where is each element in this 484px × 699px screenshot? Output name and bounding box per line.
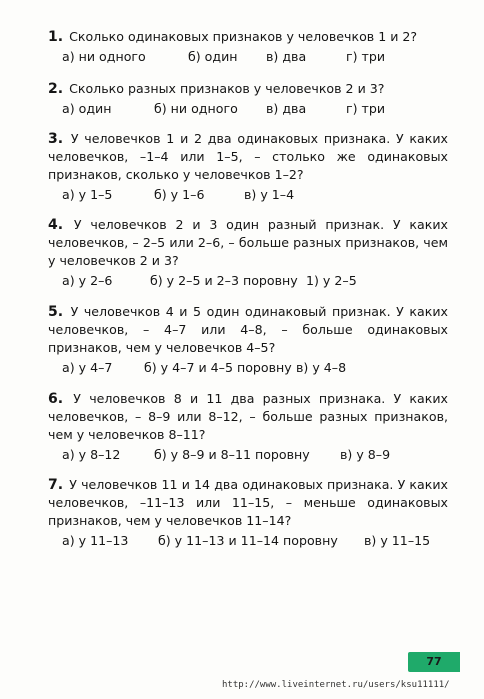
answer-option-c: в) у 4–8 bbox=[296, 360, 347, 375]
page-number-badge: 77 bbox=[408, 652, 460, 672]
answer-option-a: а) у 1–5 bbox=[62, 187, 113, 202]
answer-options bbox=[48, 272, 448, 290]
answer-option-a: а) один bbox=[62, 101, 112, 116]
question-1 bbox=[48, 28, 448, 66]
question-text: У человечков 11 и 14 два одинаковых признака. У каких человечков, –11–13 или 11–15, – меньше одинаковых признаков, чем у человечков 11–14? bbox=[48, 477, 448, 528]
answer-option-c: в) два bbox=[266, 101, 307, 116]
question-7 bbox=[48, 476, 448, 550]
question-number: 5. bbox=[48, 304, 64, 320]
answer-option-c: в) у 11–15 bbox=[364, 533, 431, 548]
answer-options bbox=[48, 100, 448, 118]
answer-option-b: б) у 8–9 и 8–11 поровну bbox=[154, 447, 310, 462]
answer-option-b: б) у 4–7 и 4–5 поровну bbox=[144, 360, 292, 375]
question-number: 7. bbox=[48, 477, 64, 493]
answer-options bbox=[48, 48, 448, 66]
answer-option-a: а) у 11–13 bbox=[62, 533, 129, 548]
answer-options bbox=[48, 359, 448, 377]
answer-option-c: в) у 8–9 bbox=[340, 447, 391, 462]
answer-option-a: а) у 2–6 bbox=[62, 273, 113, 288]
answer-options bbox=[48, 532, 448, 550]
answer-option-d: г) три bbox=[346, 101, 386, 116]
answer-option-d: г) три bbox=[346, 49, 386, 64]
answer-option-a: а) у 8–12 bbox=[62, 447, 121, 462]
answer-option-a: а) у 4–7 bbox=[62, 360, 113, 375]
question-number: 4. bbox=[48, 217, 64, 233]
question-number: 1. bbox=[48, 29, 64, 45]
question-text: Сколько одинаковых признаков у человечков 1 и 2? bbox=[69, 29, 418, 44]
answer-option-b: б) у 2–5 и 2–3 поровну bbox=[150, 273, 298, 288]
question-text: У человечков 2 и 3 один разный признак. У каких человечков, – 2–5 или 2–6, – больше разных признаков, чем у человечков 2 и 3? bbox=[48, 217, 448, 268]
question-6 bbox=[48, 390, 448, 464]
footer-url: http://www.liveinternet.ru/users/ksu11111/ bbox=[222, 680, 450, 690]
question-text: У человечков 1 и 2 два одинаковых признака. У каких человечков, –1–4 или 1–5, – столько же одинаковых признаков, сколько у человечков 1–2? bbox=[48, 131, 448, 182]
question-text: У человечков 4 и 5 один одинаковый признак. У каких человечков, – 4–7 или 4–8, – больше одинаковых признаков, чем у человечков 4–5? bbox=[48, 304, 448, 355]
answer-option-c: 1) у 2–5 bbox=[306, 273, 357, 288]
answer-option-b: б) ни одного bbox=[154, 101, 238, 116]
question-text: Сколько разных признаков у человечков 2 и 3? bbox=[69, 81, 385, 96]
answer-option-c: в) у 1–4 bbox=[244, 187, 295, 202]
question-2 bbox=[48, 80, 448, 118]
question-3 bbox=[48, 130, 448, 204]
answer-option-b: б) у 1–6 bbox=[154, 187, 205, 202]
question-number: 2. bbox=[48, 81, 64, 97]
answer-options bbox=[48, 186, 448, 204]
question-5 bbox=[48, 303, 448, 377]
answer-option-a: а) ни одного bbox=[62, 49, 146, 64]
answer-option-c: в) два bbox=[266, 49, 307, 64]
question-4 bbox=[48, 216, 448, 290]
answer-option-b: б) один bbox=[188, 49, 238, 64]
answer-options bbox=[48, 446, 448, 464]
question-number: 6. bbox=[48, 391, 64, 407]
question-number: 3. bbox=[48, 131, 64, 147]
answer-option-b: б) у 11–13 и 11–14 поровну bbox=[158, 533, 338, 548]
question-text: У человечков 8 и 11 два разных признака. У каких человечков, – 8–9 или 8–12, – больше разных признаков, чем у человечков 8–11? bbox=[48, 391, 448, 442]
